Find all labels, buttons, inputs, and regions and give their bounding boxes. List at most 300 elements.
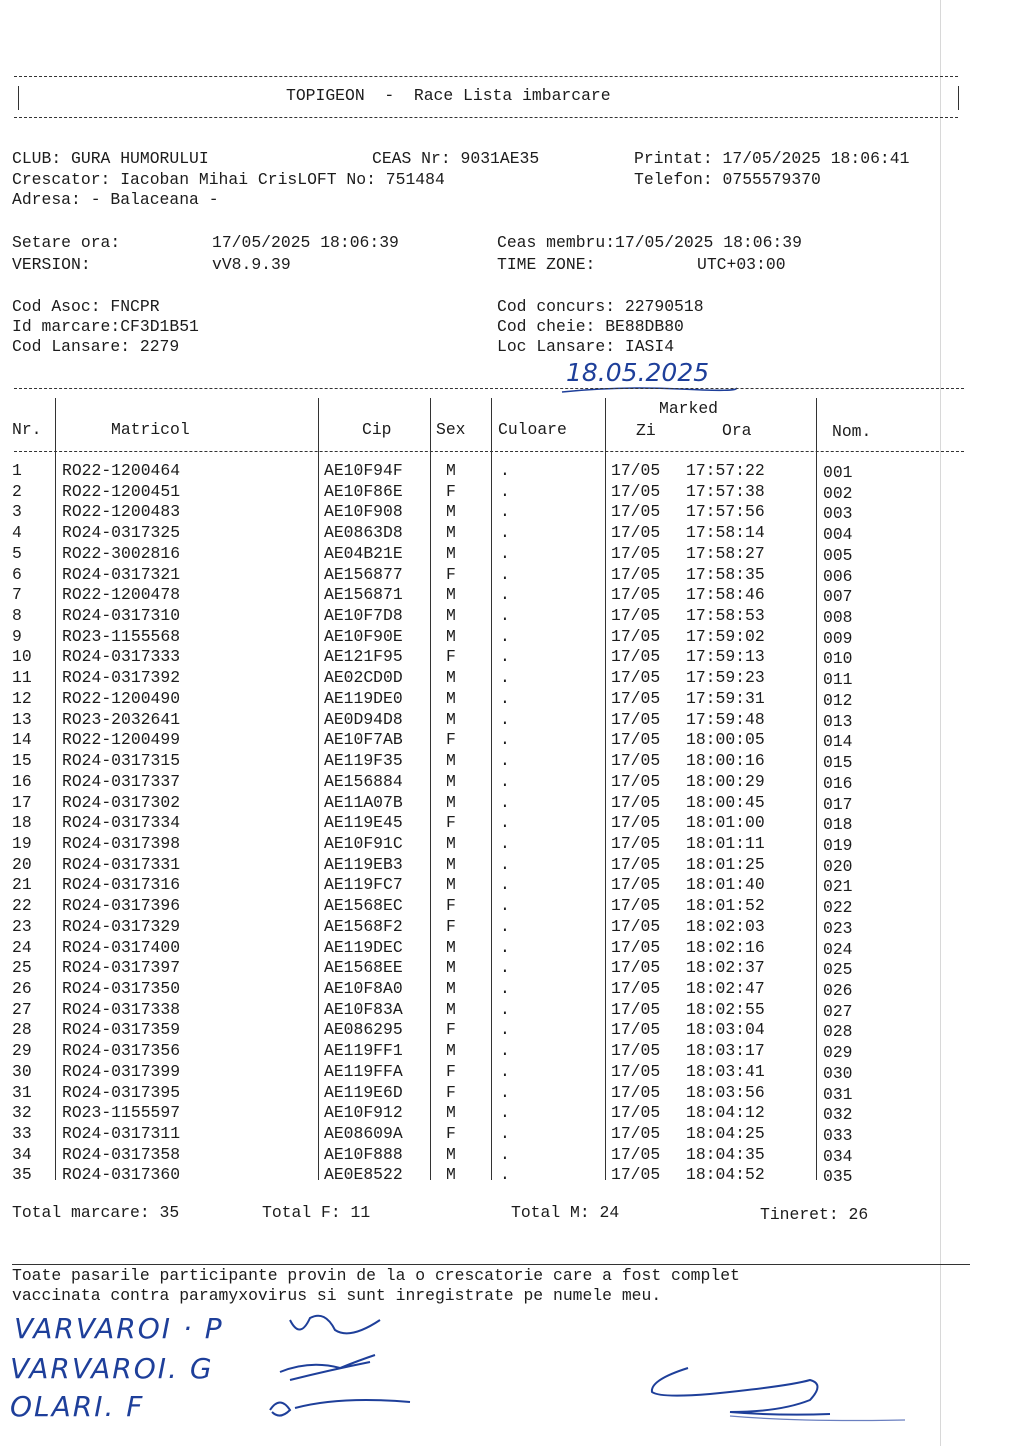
cell-sex: F (446, 730, 456, 750)
cell-nom: 033 (823, 1126, 853, 1146)
cell-sex: F (446, 813, 456, 833)
cell-matricol: RO24-0317356 (62, 1041, 181, 1061)
cell-nr: 35 (12, 1165, 32, 1185)
cell-nom: 035 (823, 1167, 853, 1187)
declaration-rule (12, 1264, 970, 1265)
cell-nr: 11 (12, 668, 32, 688)
cell-ora: 18:03:56 (686, 1082, 765, 1102)
cell-nom: 020 (823, 856, 853, 876)
cell-sex: M (446, 606, 456, 626)
cell-nom: 001 (823, 463, 853, 482)
cell-matricol: RO23-1155568 (62, 626, 181, 646)
cell-sex: M (446, 833, 456, 853)
cell-ora: 18:03:41 (686, 1061, 765, 1081)
cell-ora: 17:58:14 (686, 523, 765, 543)
cell-culoare: . (500, 564, 510, 584)
cell-nom: 024 (823, 939, 853, 959)
cell-culoare: . (500, 502, 510, 522)
cell-zi: 17/05 (611, 668, 661, 688)
cell-ora: 18:01:00 (686, 813, 765, 833)
cell-nr: 17 (12, 792, 32, 812)
cell-matricol: RO24-0317395 (62, 1082, 181, 1102)
cell-cip: AE10F7D8 (324, 606, 403, 626)
cell-culoare: . (500, 688, 510, 708)
cell-sex: M (446, 751, 456, 771)
cod-concurs: Cod concurs: 22790518 (497, 297, 704, 316)
cell-ora: 18:01:40 (686, 875, 765, 895)
total-m: Total M: 24 (511, 1203, 620, 1222)
cell-cip: AE10F83A (324, 999, 403, 1019)
cell-zi: 17/05 (611, 1082, 661, 1102)
cell-culoare: . (500, 543, 510, 563)
cell-nom: 018 (823, 815, 853, 835)
cell-ora: 18:04:35 (686, 1144, 765, 1164)
col-header-nom: Nom. (832, 422, 872, 441)
cell-zi: 17/05 (611, 543, 661, 563)
cell-matricol: RO24-0317400 (62, 937, 181, 957)
cell-zi: 17/05 (611, 1041, 661, 1061)
ceas-nr: CEAS Nr: 9031AE35 (372, 149, 540, 168)
cell-zi: 17/05 (611, 751, 661, 771)
cell-nr: 23 (12, 916, 32, 936)
cell-culoare: . (500, 709, 510, 729)
version-value: vV8.9.39 (212, 255, 291, 274)
cell-zi: 17/05 (611, 1144, 661, 1164)
cell-sex: M (446, 1103, 456, 1123)
cell-sex: F (446, 896, 456, 916)
handwritten-date: 18.05.2025 (566, 358, 710, 387)
cell-zi: 17/05 (611, 647, 661, 667)
cell-cip: AE086295 (324, 1020, 403, 1040)
cell-zi: 17/05 (611, 626, 661, 646)
cell-culoare: . (500, 1020, 510, 1040)
cell-culoare: . (500, 1103, 510, 1123)
cell-cip: AE04B21E (324, 543, 403, 563)
cell-matricol: RO24-0317316 (62, 875, 181, 895)
cell-ora: 18:03:04 (686, 1020, 765, 1040)
cell-nr: 34 (12, 1144, 32, 1164)
cell-ora: 18:03:17 (686, 1041, 765, 1061)
cell-nr: 31 (12, 1082, 32, 1102)
cell-nr: 6 (12, 564, 22, 584)
cell-ora: 18:02:37 (686, 958, 765, 978)
cell-matricol: RO22-3002816 (62, 543, 181, 563)
version-label: VERSION: (12, 255, 91, 274)
cell-ora: 18:02:47 (686, 979, 765, 998)
col-header-ora: Ora (722, 421, 752, 440)
cell-nr: 13 (12, 709, 32, 729)
cell-nom: 031 (823, 1084, 853, 1104)
cell-sex: M (446, 875, 456, 895)
cell-cip: AE10F8A0 (324, 979, 403, 998)
cell-matricol: RO24-0317350 (62, 979, 181, 998)
cell-nom: 029 (823, 1043, 853, 1063)
cell-cip: AE02CD0D (324, 668, 403, 688)
cell-matricol: RO22-1200499 (62, 730, 181, 750)
cell-cip: AE119DE0 (324, 688, 403, 708)
cell-ora: 18:04:52 (686, 1165, 765, 1185)
cell-ora: 17:59:31 (686, 688, 765, 708)
ceas-membru: Ceas membru:17/05/2025 18:06:39 (497, 233, 802, 252)
cell-ora: 17:59:13 (686, 647, 765, 667)
cell-nom: 011 (823, 670, 853, 690)
cell-cip: AE119F35 (324, 751, 403, 771)
cell-cip: AE10F90E (324, 626, 403, 646)
cell-sex: M (446, 771, 456, 791)
telefon: Telefon: 0755579370 (634, 170, 821, 189)
cell-culoare: . (500, 523, 510, 543)
tineret: Tineret: 26 (760, 1205, 869, 1224)
cell-nr: 25 (12, 958, 32, 978)
initials-signatures (250, 1300, 430, 1430)
cell-matricol: RO24-0317337 (62, 771, 181, 791)
cell-nr: 21 (12, 875, 32, 895)
cell-sex: M (446, 502, 456, 522)
col-sep-cip (430, 398, 431, 1180)
cell-culoare: . (500, 730, 510, 750)
cell-culoare: . (500, 1041, 510, 1061)
cell-matricol: RO24-0317334 (62, 813, 181, 833)
cell-matricol: RO24-0317359 (62, 1020, 181, 1040)
cell-culoare: . (500, 751, 510, 771)
cell-matricol: RO24-0317398 (62, 833, 181, 853)
handwritten-date-underline (560, 384, 740, 396)
cell-nr: 18 (12, 813, 32, 833)
cell-zi: 17/05 (611, 1020, 661, 1040)
cell-matricol: RO22-1200483 (62, 502, 181, 522)
cell-culoare: . (500, 916, 510, 936)
header-bottom-border (14, 117, 958, 118)
cell-ora: 18:02:16 (686, 937, 765, 957)
cell-sex: F (446, 916, 456, 936)
cell-nr: 24 (12, 937, 32, 957)
cell-zi: 17/05 (611, 461, 661, 480)
col-sep-nr (55, 398, 56, 1180)
cell-ora: 17:57:56 (686, 502, 765, 522)
cell-sex: M (446, 999, 456, 1019)
time-zone-value: UTC+03:00 (697, 255, 786, 274)
col-sep-matricol (318, 398, 319, 1180)
cell-nr: 22 (12, 896, 32, 916)
cell-cip: AE1568F2 (324, 916, 403, 936)
id-marcare: Id marcare:CF3D1B51 (12, 317, 199, 336)
col-header-nr: Nr. (12, 420, 42, 439)
cell-zi: 17/05 (611, 688, 661, 708)
cell-cip: AE119EB3 (324, 854, 403, 874)
loc-lansare: Loc Lansare: IASI4 (497, 337, 675, 356)
cell-zi: 17/05 (611, 1165, 661, 1185)
cell-ora: 17:59:23 (686, 668, 765, 688)
cell-nr: 19 (12, 833, 32, 853)
total-marcare: Total marcare: 35 (12, 1203, 180, 1222)
crescator: Crescator: Iacoban Mihai CrisLOFT No: 751484 (12, 170, 445, 189)
col-header-cip: Cip (362, 420, 392, 439)
cell-ora: 17:57:22 (686, 461, 765, 480)
cell-zi: 17/05 (611, 606, 661, 626)
cell-zi: 17/05 (611, 979, 661, 998)
cell-cip: AE10F908 (324, 502, 403, 522)
cell-sex: F (446, 647, 456, 667)
cell-nom: 014 (823, 732, 853, 752)
cod-cheie: Cod cheie: BE88DB80 (497, 317, 684, 336)
cell-ora: 17:58:27 (686, 543, 765, 563)
cell-cip: AE119DEC (324, 937, 403, 957)
cell-cip: AE119FF1 (324, 1041, 403, 1061)
header-left-border (18, 86, 19, 110)
cell-sex: M (446, 668, 456, 688)
cell-cip: AE0E8522 (324, 1165, 403, 1185)
cell-nr: 16 (12, 771, 32, 791)
cell-nr: 1 (12, 461, 22, 480)
cell-matricol: RO24-0317338 (62, 999, 181, 1019)
cell-ora: 18:00:16 (686, 751, 765, 771)
cell-zi: 17/05 (611, 875, 661, 895)
cell-culoare: . (500, 792, 510, 812)
cell-zi: 17/05 (611, 502, 661, 522)
cell-culoare: . (500, 1124, 510, 1144)
cell-ora: 17:59:02 (686, 626, 765, 646)
cell-ora: 18:00:45 (686, 792, 765, 812)
cell-zi: 17/05 (611, 833, 661, 853)
cell-cip: AE119E45 (324, 813, 403, 833)
cell-matricol: RO24-0317329 (62, 916, 181, 936)
cell-culoare: . (500, 1144, 510, 1164)
cell-sex: M (446, 1165, 456, 1185)
cell-matricol: RO23-2032641 (62, 709, 181, 729)
cell-ora: 17:58:53 (686, 606, 765, 626)
cell-nr: 20 (12, 854, 32, 874)
col-header-sex: Sex (436, 420, 466, 439)
cell-matricol: RO24-0317333 (62, 647, 181, 667)
cell-sex: M (446, 1144, 456, 1164)
cell-nr: 33 (12, 1124, 32, 1144)
cell-sex: M (446, 688, 456, 708)
header-top-border (14, 76, 958, 77)
cell-ora: 17:58:35 (686, 564, 765, 584)
cell-nom: 005 (823, 545, 853, 565)
cell-zi: 17/05 (611, 1124, 661, 1144)
col-header-marked: Marked (659, 399, 719, 418)
cell-matricol: RO22-1200451 (62, 481, 181, 501)
cell-matricol: RO24-0317311 (62, 1124, 181, 1144)
cell-sex: M (446, 958, 456, 978)
cell-zi: 17/05 (611, 481, 661, 501)
cell-nom: 028 (823, 1022, 853, 1042)
adresa: Adresa: - Balaceana - (12, 190, 219, 209)
cell-nom: 030 (823, 1063, 853, 1083)
page-title: TOPIGEON - Race Lista imbarcare (286, 86, 611, 105)
cell-zi: 17/05 (611, 916, 661, 936)
cell-nr: 29 (12, 1041, 32, 1061)
cell-culoare: . (500, 1082, 510, 1102)
cell-cip: AE10F91C (324, 833, 403, 853)
header-right-border (958, 86, 959, 110)
cell-culoare: . (500, 461, 510, 480)
cell-sex: F (446, 1061, 456, 1081)
cell-nom: 003 (823, 504, 853, 524)
cell-ora: 18:04:12 (686, 1103, 765, 1123)
handwriting-line-2: VARVAROI. G (10, 1352, 214, 1385)
cell-zi: 17/05 (611, 709, 661, 729)
handwriting-line-3: OLARI. F (10, 1390, 145, 1423)
cell-culoare: . (500, 833, 510, 853)
cell-nom: 015 (823, 753, 853, 773)
col-header-zi: Zi (636, 421, 656, 440)
cell-matricol: RO24-0317302 (62, 792, 181, 812)
cell-nom: 009 (823, 628, 853, 648)
cell-nr: 7 (12, 585, 22, 605)
cell-ora: 18:01:11 (686, 833, 765, 853)
cell-nr: 12 (12, 688, 32, 708)
cell-nom: 002 (823, 483, 853, 503)
cell-cip: AE10F7AB (324, 730, 403, 750)
cell-zi: 17/05 (611, 730, 661, 750)
cell-culoare: . (500, 999, 510, 1019)
cell-cip: AE119E6D (324, 1082, 403, 1102)
cell-zi: 17/05 (611, 1061, 661, 1081)
cell-cip: AE10F888 (324, 1144, 403, 1164)
cell-ora: 17:59:48 (686, 709, 765, 729)
cell-nom: 021 (823, 877, 853, 897)
cell-zi: 17/05 (611, 564, 661, 584)
cell-culoare: . (500, 813, 510, 833)
cell-matricol: RO24-0317399 (62, 1061, 181, 1081)
cell-culoare: . (500, 896, 510, 916)
cell-culoare: . (500, 481, 510, 501)
cod-asoc: Cod Asoc: FNCPR (12, 297, 160, 316)
cell-nr: 5 (12, 543, 22, 563)
cell-nr: 2 (12, 481, 22, 501)
cell-cip: AE10F86E (324, 481, 403, 501)
cell-cip: AE1568EE (324, 958, 403, 978)
table-header-top-rule (14, 388, 964, 389)
cell-nr: 28 (12, 1020, 32, 1040)
cell-matricol: RO24-0317331 (62, 854, 181, 874)
cell-nom: 008 (823, 608, 853, 628)
cell-nr: 4 (12, 523, 22, 543)
cell-cip: AE1568EC (324, 896, 403, 916)
cell-nom: 004 (823, 525, 853, 545)
declaration-line-1: Toate pasarile participante provin de la o crescatorie care a fost complet (12, 1266, 740, 1285)
cell-sex: M (446, 523, 456, 543)
cell-cip: AE121F95 (324, 647, 403, 667)
total-f: Total F: 11 (262, 1203, 371, 1222)
cell-nr: 14 (12, 730, 32, 750)
cell-nr: 8 (12, 606, 22, 626)
cell-culoare: . (500, 1061, 510, 1081)
table-header-bottom-rule (14, 451, 964, 452)
cell-culoare: . (500, 585, 510, 605)
cell-culoare: . (500, 979, 510, 998)
cell-culoare: . (500, 1165, 510, 1185)
cell-nr: 3 (12, 502, 22, 522)
cell-matricol: RO22-1200478 (62, 585, 181, 605)
cell-matricol: RO24-0317360 (62, 1165, 181, 1185)
cell-nom: 026 (823, 981, 853, 1000)
cell-culoare: . (500, 626, 510, 646)
cod-lansare: Cod Lansare: 2279 (12, 337, 180, 356)
cell-sex: M (446, 461, 456, 480)
col-sep-culoare (605, 398, 606, 1180)
cell-zi: 17/05 (611, 896, 661, 916)
col-header-culoare: Culoare (498, 420, 567, 439)
cell-matricol: RO24-0317397 (62, 958, 181, 978)
cell-ora: 17:58:46 (686, 585, 765, 605)
cell-sex: M (446, 792, 456, 812)
cell-matricol: RO24-0317358 (62, 1144, 181, 1164)
cell-sex: F (446, 1082, 456, 1102)
cell-nr: 27 (12, 999, 32, 1019)
cell-nom: 016 (823, 773, 853, 793)
cell-cip: AE0D94D8 (324, 709, 403, 729)
setare-ora-label: Setare ora: (12, 233, 121, 252)
cell-cip: AE119FC7 (324, 875, 403, 895)
cell-culoare: . (500, 875, 510, 895)
cell-sex: M (446, 626, 456, 646)
cell-nr: 10 (12, 647, 32, 667)
cell-nr: 32 (12, 1103, 32, 1123)
cell-matricol: RO24-0317315 (62, 751, 181, 771)
cell-nom: 034 (823, 1146, 853, 1166)
signature (640, 1350, 920, 1430)
cell-ora: 18:01:52 (686, 896, 765, 916)
cell-nom: 023 (823, 918, 853, 938)
cell-cip: AE10F912 (324, 1103, 403, 1123)
cell-matricol: RO23-1155597 (62, 1103, 181, 1123)
time-zone-label: TIME ZONE: (497, 255, 596, 274)
cell-zi: 17/05 (611, 854, 661, 874)
setare-ora-value: 17/05/2025 18:06:39 (212, 233, 399, 252)
cell-zi: 17/05 (611, 771, 661, 791)
col-sep-marked (816, 398, 817, 1180)
cell-sex: F (446, 1020, 456, 1040)
cell-zi: 17/05 (611, 523, 661, 543)
cell-nom: 022 (823, 898, 853, 918)
cell-nom: 012 (823, 690, 853, 710)
cell-zi: 17/05 (611, 1103, 661, 1123)
club: CLUB: GURA HUMORULUI (12, 149, 209, 168)
cell-ora: 17:57:38 (686, 481, 765, 501)
cell-zi: 17/05 (611, 937, 661, 957)
cell-nom: 019 (823, 835, 853, 855)
cell-nom: 007 (823, 587, 853, 607)
cell-ora: 18:02:03 (686, 916, 765, 936)
cell-culoare: . (500, 937, 510, 957)
cell-cip: AE156877 (324, 564, 403, 584)
cell-culoare: . (500, 854, 510, 874)
cell-ora: 18:01:25 (686, 854, 765, 874)
cell-nr: 15 (12, 751, 32, 771)
cell-nom: 025 (823, 960, 853, 980)
cell-matricol: RO22-1200464 (62, 461, 181, 480)
cell-sex: M (446, 585, 456, 605)
cell-matricol: RO24-0317392 (62, 668, 181, 688)
cell-nom: 032 (823, 1105, 853, 1125)
cell-culoare: . (500, 647, 510, 667)
cell-matricol: RO24-0317310 (62, 606, 181, 626)
cell-nr: 9 (12, 626, 22, 646)
cell-zi: 17/05 (611, 585, 661, 605)
cell-sex: M (446, 979, 456, 998)
cell-sex: M (446, 854, 456, 874)
cell-ora: 18:00:29 (686, 771, 765, 791)
cell-cip: AE156884 (324, 771, 403, 791)
cell-cip: AE0863D8 (324, 523, 403, 543)
cell-cip: AE08609A (324, 1124, 403, 1144)
cell-culoare: . (500, 606, 510, 626)
col-header-matricol: Matricol (111, 420, 190, 439)
cell-cip: AE119FFA (324, 1061, 403, 1081)
